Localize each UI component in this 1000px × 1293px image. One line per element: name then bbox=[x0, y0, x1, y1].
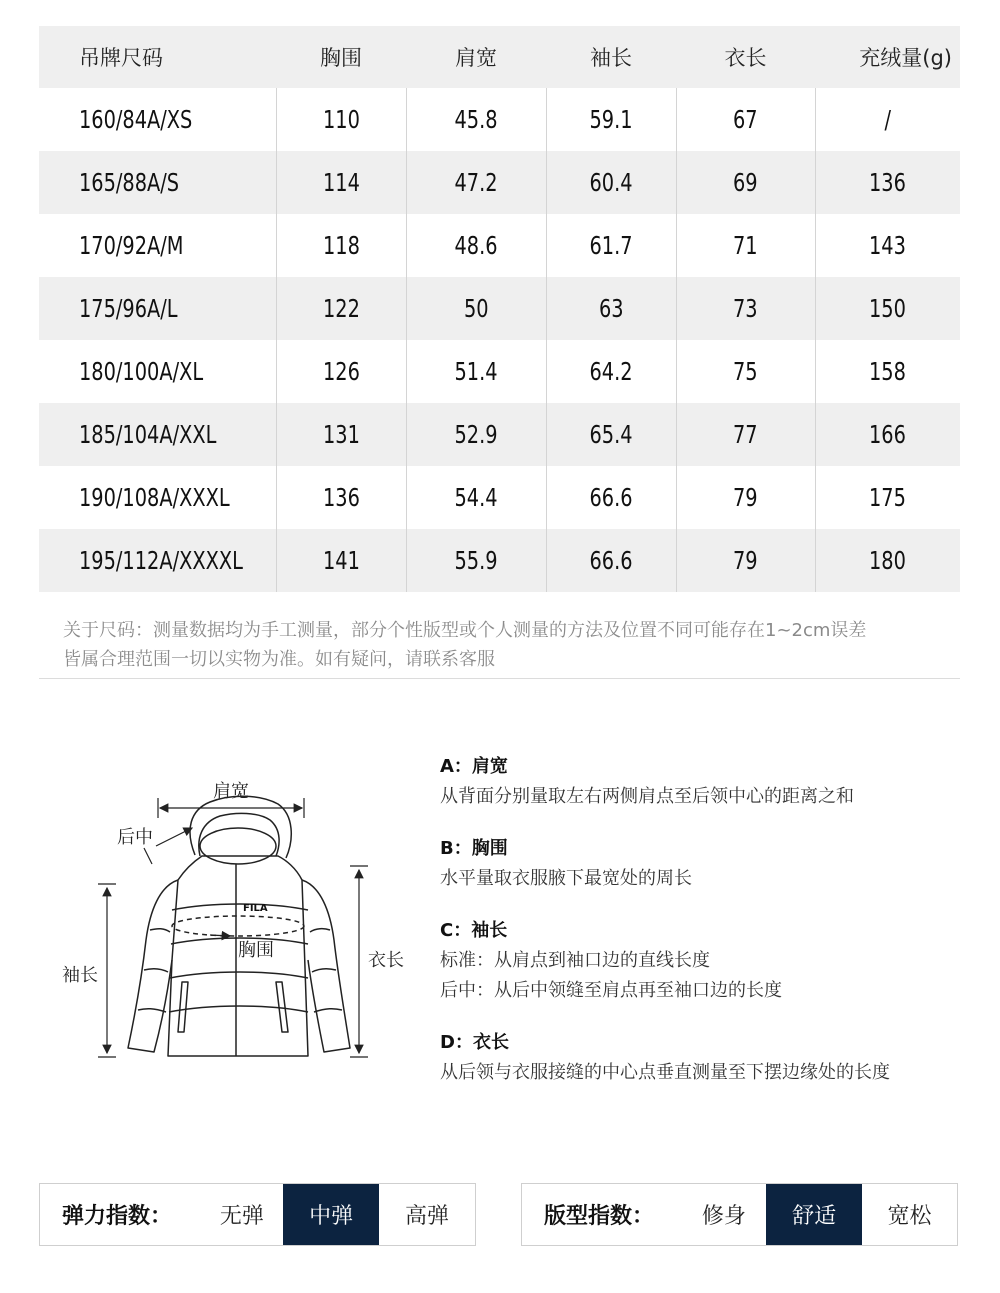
note-line-1: 关于尺码：测量数据均为手工测量，部分个性版型或个人测量的方法及位置不同可能存在1~2cm误差 bbox=[63, 620, 867, 641]
cell-value: 190/108A/XXXL bbox=[79, 483, 230, 512]
fit-option-loose[interactable]: 宽松 bbox=[887, 1204, 932, 1229]
cell-chest bbox=[276, 403, 406, 466]
cell-down-fill bbox=[815, 529, 960, 592]
jacket-illustration bbox=[50, 760, 420, 1080]
cell-value: 166 bbox=[869, 420, 907, 449]
label-sleeve: 袖长 bbox=[62, 965, 98, 986]
cell-value: 66.6 bbox=[589, 483, 633, 512]
cell-length bbox=[676, 88, 815, 151]
table-body bbox=[39, 88, 960, 592]
cell-shoulder bbox=[406, 214, 546, 277]
cell-sleeve bbox=[546, 403, 676, 466]
cell-length bbox=[676, 466, 815, 529]
fit-option-slim[interactable]: 修身 bbox=[701, 1204, 746, 1229]
cell-value: 69 bbox=[733, 168, 758, 197]
cell-tag-size bbox=[39, 466, 276, 529]
cell-value: 160/84A/XS bbox=[79, 105, 193, 134]
cell-sleeve bbox=[546, 214, 676, 277]
cell-value: 141 bbox=[322, 546, 360, 575]
cell-down-fill bbox=[815, 466, 960, 529]
cell-shoulder bbox=[406, 277, 546, 340]
cell-value: 51.4 bbox=[454, 357, 498, 386]
table-row bbox=[39, 214, 960, 277]
cell-chest bbox=[276, 529, 406, 592]
cell-tag-size bbox=[39, 403, 276, 466]
cell-chest bbox=[276, 277, 406, 340]
cell-value: 77 bbox=[733, 420, 758, 449]
cell-value: 59.1 bbox=[589, 105, 633, 134]
cell-value: 73 bbox=[733, 294, 758, 323]
cell-value: 66.6 bbox=[589, 546, 633, 575]
definition-title: B：胸围 bbox=[440, 838, 508, 859]
elasticity-label: 弹力指数： bbox=[62, 1204, 173, 1229]
cell-down-fill bbox=[815, 214, 960, 277]
cell-value: 150 bbox=[869, 294, 907, 323]
label-chest: 胸围 bbox=[238, 940, 274, 961]
cell-length bbox=[676, 277, 815, 340]
cell-chest bbox=[276, 340, 406, 403]
fit-index bbox=[521, 1183, 958, 1246]
definition-text: 后中：从后中领缝至肩点再至袖口边的长度 bbox=[440, 980, 782, 1001]
cell-shoulder bbox=[406, 151, 546, 214]
table-row bbox=[39, 151, 960, 214]
cell-value: 65.4 bbox=[589, 420, 633, 449]
cell-value: 114 bbox=[322, 168, 360, 197]
table-row bbox=[39, 466, 960, 529]
definition-text: 从后领与衣服接缝的中心点垂直测量至下摆边缘处的长度 bbox=[440, 1062, 890, 1083]
cell-chest bbox=[276, 151, 406, 214]
measurement-diagram bbox=[50, 760, 420, 1080]
elasticity-option-none[interactable]: 无弹 bbox=[219, 1204, 264, 1229]
cell-down-fill bbox=[815, 403, 960, 466]
elasticity-option-high[interactable]: 高弹 bbox=[405, 1204, 450, 1229]
cell-length bbox=[676, 214, 815, 277]
cell-sleeve bbox=[546, 88, 676, 151]
table-row bbox=[39, 88, 960, 151]
definition-item bbox=[440, 752, 980, 812]
cell-tag-size bbox=[39, 340, 276, 403]
header-chest: 胸围 bbox=[320, 46, 362, 70]
cell-shoulder bbox=[406, 466, 546, 529]
definition-title: A：肩宽 bbox=[440, 756, 508, 777]
elasticity-option-medium[interactable]: 中弹 bbox=[283, 1184, 379, 1245]
cell-tag-size bbox=[39, 277, 276, 340]
header-shoulder: 肩宽 bbox=[455, 46, 497, 70]
cell-value: 195/112A/XXXXL bbox=[79, 546, 243, 575]
cell-value: 71 bbox=[733, 231, 758, 260]
note-line-2: 皆属合理范围一切以实物为准。如有疑问，请联系客服 bbox=[63, 649, 495, 670]
cell-chest bbox=[276, 466, 406, 529]
label-shoulder: 肩宽 bbox=[213, 781, 249, 802]
fit-label: 版型指数： bbox=[544, 1204, 655, 1229]
cell-value: 180/100A/XL bbox=[79, 357, 204, 386]
cell-sleeve bbox=[546, 340, 676, 403]
cell-value: 63 bbox=[598, 294, 624, 323]
cell-tag-size bbox=[39, 88, 276, 151]
measurement-definitions bbox=[440, 752, 980, 1110]
definition-item bbox=[440, 916, 980, 1006]
cell-value: 75 bbox=[733, 357, 758, 386]
cell-value: 122 bbox=[322, 294, 360, 323]
cell-value: 175 bbox=[869, 483, 907, 512]
cell-chest bbox=[276, 214, 406, 277]
cell-length bbox=[676, 403, 815, 466]
cell-value: 110 bbox=[322, 105, 360, 134]
size-chart-table bbox=[39, 26, 960, 592]
cell-down-fill bbox=[815, 88, 960, 151]
header-length: 衣长 bbox=[724, 46, 767, 70]
cell-value: 79 bbox=[733, 483, 758, 512]
cell-value: 136 bbox=[322, 483, 360, 512]
cell-value: 185/104A/XXL bbox=[79, 420, 217, 449]
definition-text: 标准：从肩点到袖口边的直线长度 bbox=[440, 950, 710, 971]
cell-down-fill bbox=[815, 151, 960, 214]
label-back-center: 后中 bbox=[117, 827, 153, 848]
cell-shoulder bbox=[406, 529, 546, 592]
cell-shoulder bbox=[406, 88, 546, 151]
definition-text: 水平量取衣服腋下最宽处的周长 bbox=[440, 868, 692, 889]
table-row bbox=[39, 277, 960, 340]
table-row bbox=[39, 340, 960, 403]
cell-value: 52.9 bbox=[454, 420, 498, 449]
divider bbox=[39, 678, 960, 679]
cell-value: 131 bbox=[322, 420, 360, 449]
cell-sleeve bbox=[546, 466, 676, 529]
cell-value: 136 bbox=[869, 168, 907, 197]
cell-value: 67 bbox=[733, 105, 758, 134]
definition-text: 从背面分别量取左右两侧肩点至后领中心的距离之和 bbox=[440, 786, 854, 807]
definition-item bbox=[440, 834, 980, 894]
cell-sleeve bbox=[546, 151, 676, 214]
cell-length bbox=[676, 151, 815, 214]
label-length: 衣长 bbox=[368, 950, 404, 971]
cell-value: 54.4 bbox=[454, 483, 498, 512]
cell-shoulder bbox=[406, 403, 546, 466]
cell-value: 126 bbox=[322, 357, 360, 386]
cell-tag-size bbox=[39, 529, 276, 592]
cell-value: 61.7 bbox=[589, 231, 633, 260]
cell-value: 180 bbox=[869, 546, 907, 575]
cell-down-fill bbox=[815, 340, 960, 403]
table-header-row bbox=[39, 26, 960, 88]
cell-value: 45.8 bbox=[454, 105, 498, 134]
cell-value: 48.6 bbox=[454, 231, 498, 260]
cell-length bbox=[676, 340, 815, 403]
definition-item bbox=[440, 1028, 980, 1088]
cell-value: 64.2 bbox=[589, 357, 633, 386]
cell-value: / bbox=[884, 105, 892, 134]
cell-value: 143 bbox=[869, 231, 907, 260]
cell-value: 60.4 bbox=[589, 168, 633, 197]
definition-title: C：袖长 bbox=[440, 920, 508, 941]
cell-down-fill bbox=[815, 277, 960, 340]
cell-value: 175/96A/L bbox=[79, 294, 178, 323]
fit-option-comfort[interactable]: 舒适 bbox=[766, 1184, 862, 1245]
cell-sleeve bbox=[546, 277, 676, 340]
cell-value: 118 bbox=[322, 231, 360, 260]
cell-shoulder bbox=[406, 340, 546, 403]
header-tag-size: 吊牌尺码 bbox=[79, 46, 163, 70]
cell-tag-size bbox=[39, 151, 276, 214]
cell-length bbox=[676, 529, 815, 592]
elasticity-index bbox=[39, 1183, 476, 1246]
cell-value: 79 bbox=[733, 546, 758, 575]
cell-value: 50 bbox=[463, 294, 489, 323]
cell-value: 158 bbox=[869, 357, 907, 386]
cell-chest bbox=[276, 88, 406, 151]
cell-value: 165/88A/S bbox=[79, 168, 180, 197]
cell-value: 47.2 bbox=[454, 168, 498, 197]
cell-value: 170/92A/M bbox=[79, 231, 184, 260]
size-note bbox=[63, 616, 958, 674]
table-row bbox=[39, 403, 960, 466]
cell-value: 55.9 bbox=[454, 546, 498, 575]
cell-tag-size bbox=[39, 214, 276, 277]
definition-title: D：衣长 bbox=[440, 1032, 509, 1053]
table-row bbox=[39, 529, 960, 592]
header-sleeve: 袖长 bbox=[590, 46, 632, 70]
cell-sleeve bbox=[546, 529, 676, 592]
brand-logo: FILA bbox=[243, 903, 268, 914]
header-down-fill: 充绒量(g) bbox=[859, 46, 952, 70]
